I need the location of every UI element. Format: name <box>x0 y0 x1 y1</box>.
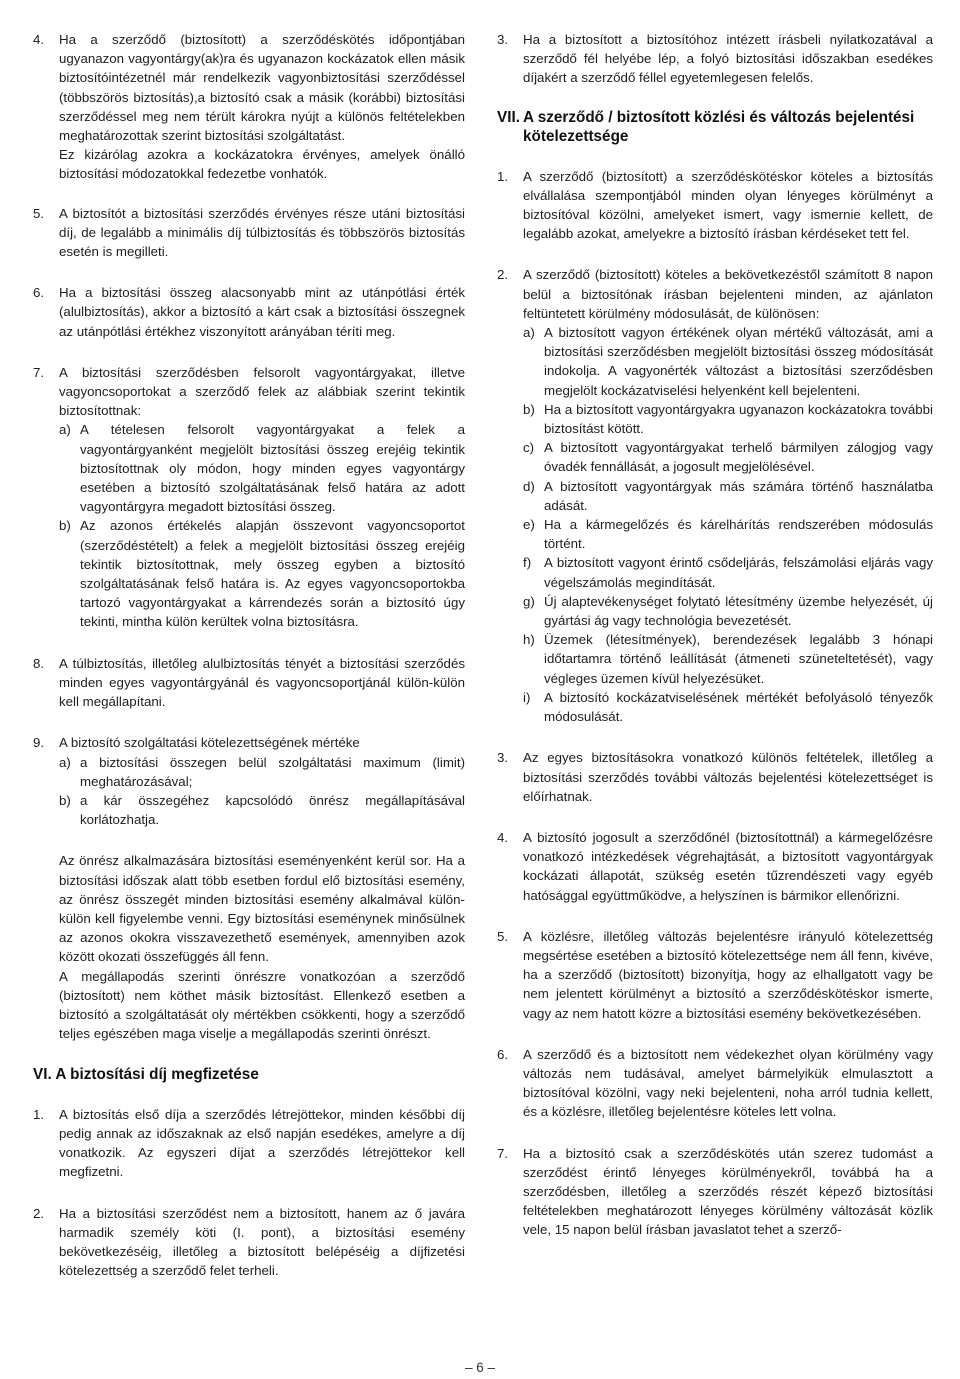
sub-item-label: e) <box>523 517 535 533</box>
sub-item-b <box>59 791 465 829</box>
section-title: A szerződő / biztosított közlési és változás bejelentési kötelezettsége <box>523 108 915 146</box>
sub-item-text: A biztosított vagyont érintő csődeljárás, felszámolási eljárás vagy végelszámolás megindítását. <box>544 555 933 590</box>
section-vii-clause-3 <box>497 748 933 806</box>
clause-number: 4. <box>497 829 509 845</box>
sub-item-text: a kár összegéhez kapcsolódó önrész megállapításával korlátozhatja. <box>80 792 465 828</box>
sub-item-text: A tételesen felsorolt vagyontárgyakat a felek a vagyontárgyanként megjelölt biztosítási összeg erejéig tekintik biztosítottnak oly módon, hogy minden egyes vagyontárgy esetében a biztosító szolgáltatásának felső határa az adott vagyontárgyra megadott biztosítási összeg. <box>80 422 465 515</box>
clause-number: 5. <box>33 205 45 221</box>
clause-number: 7. <box>33 364 45 380</box>
section-vii-clause-4 <box>497 828 933 905</box>
section-vii-clause-6 <box>497 1045 933 1122</box>
clause-number: 1. <box>497 168 509 184</box>
section-vi-clause-2 <box>33 1204 465 1281</box>
sub-item-text: Új alaptevékenységet folytató létesítmény üzembe helyezését, új gyártási ág vagy technológia bevezetését. <box>544 593 933 629</box>
sub-item-label: b) <box>59 792 71 808</box>
sub-item-label: g) <box>523 593 535 609</box>
clause-number: 2. <box>497 267 509 283</box>
clause-text: Az egyes biztosításokra vonatkozó különös feltételek, illetőleg a biztosítási szerződés további változás bejelentési kötelezettséget is előírhatnak. <box>523 750 933 804</box>
clause-text-continued: Ez kizárólag azokra a kockázatokra érvényes, amelyek önálló biztosítási módozatokkal fedezetbe vonhatók. <box>59 147 465 182</box>
sub-item-g <box>523 592 933 630</box>
sub-item-text: A biztosított vagyontárgyak más számára történő használatba adását. <box>544 478 933 513</box>
clause-text: A szerződő (biztosított) köteles a bekövetkezéstől számított 8 napon belül a biztosítónak írásban bejelenteni minden, az ajánlaton feltüntetett körülmény módosulását, de különösen: <box>523 267 933 321</box>
sub-item-a <box>59 753 465 791</box>
sub-item-label: h) <box>523 632 535 648</box>
clause-text: Ha a biztosított a biztosítóhoz intézett írásbeli nyilatkozatával a szerződő fél helyébe lép, a folyó biztosítási időszakban esedékes díjakért a szerződő féllel egyetemlegesen felelős. <box>523 32 933 86</box>
clause-text: Ha a biztosítási összeg alacsonyabb mint az utánpótlási érték (alulbiztosítás), akkor a biztosító a kárt csak a biztosítási összegnek az utánpótlási értékhez viszonyított arányában téríti meg. <box>59 285 465 339</box>
clause-number: 6. <box>497 1046 509 1062</box>
sub-item-text: A biztosított vagyon értékének olyan mértékű változását, ami a biztosítási szerződésben megjelölt biztosítási összeg módosítását indokolja. A vagyonérték változást a biztosítási szerződésben megjelölt kockázatviselési helyenként kell bejelenteni. <box>544 325 933 398</box>
sub-item-label: d) <box>523 478 535 494</box>
sub-item-e <box>523 515 933 553</box>
sub-item-label: b) <box>523 401 535 417</box>
clause-text: Ha a biztosítási szerződést nem a biztosított, hanem az ő javára harmadik személy köti (I. pont), a biztosítási esemény bekövetkezéséig, illetőleg a biztosított belépéséig a díjfizetési kötelezettség a szerződő felet terheli. <box>59 1205 465 1279</box>
sub-item-text: Üzemek (létesítmények), berendezések legalább 3 hónapi időtartamra történő leállítását (átmeneti szüneteltetését), vagy végleges üzemen kívül helyezésüket. <box>544 632 933 686</box>
clause-text: A biztosítási szerződésben felsorolt vagyontárgyakat, illetve vagyoncsoportokat a szerződő felek az alábbiak szerint tekintik biztosítottnak: <box>59 364 465 419</box>
section-vi-clause-3 <box>497 30 933 88</box>
sub-item-text: Ha a biztosított vagyontárgyakra ugyanazon kockázatokra további biztosítást kötött. <box>544 401 933 437</box>
sub-item-label: b) <box>59 518 71 534</box>
clause-5 <box>33 204 465 262</box>
clause-number: 6. <box>33 285 45 301</box>
sub-item-text: A biztosított vagyontárgyakat terhelő bármilyen zálogjog vagy óvadék fennállását, a jogosult megjelölésével. <box>544 440 933 475</box>
clause-text: A biztosítót a biztosítási szerződés érvényes része utáni biztosítási díj, de legalább a minimális díj túlbiztosítás és többszörös biztosítás esetén is megilleti. <box>59 205 465 260</box>
sub-item-i <box>523 688 933 726</box>
sub-item-text: Az azonos értékelés alapján összevont vagyoncsoportot (szerződéstételt) a felek a megjelölt biztosítási összeg erejéig tekintik biztosítottnak, mely összeg egyben a biztosító szolgáltatásának felső határa is. Az egyes vagyoncsoportokba tartozó vagyontárgyakat a kárrendezés során a biztosító úgy tekinti, mintha külön kerültek volna biztosításra. <box>80 518 465 630</box>
clause-number: 3. <box>497 750 509 766</box>
section-vii-clause-5 <box>497 927 933 1023</box>
section-heading-vi: VI. A biztosítási díj megfizetése <box>33 1066 259 1084</box>
section-vi-clause-1 <box>33 1105 465 1182</box>
clause-number: 5. <box>497 928 509 944</box>
clause-8 <box>33 654 465 712</box>
clause-text: A biztosító jogosult a szerződőnél (biztosítottnál) a kármegelőzésre vonatkozó intézkedések végrehajtását, a biztosított vagyontárgyak kockázati állapotát, szükség esetén tűzrendészeti vagy egyéb hatósággal együttműködve, a helyszínen is bármikor ellenőrizni. <box>523 829 933 903</box>
clause-number: 3. <box>497 32 509 47</box>
sub-item-c <box>523 438 933 476</box>
sub-item-f <box>523 553 933 591</box>
section-heading-vii <box>497 108 933 147</box>
section-vii-clause-7 <box>497 1144 933 1240</box>
clause-text: A túlbiztosítás, illetőleg alulbiztosítás tényét a biztosítási szerződés minden egyes vagyontárgyánál és vagyoncsoportjánál külön-külön kell megállapítani. <box>59 655 465 710</box>
clause-text: A szerződő és a biztosított nem védekezhet olyan körülmény vagy változás nem tudásával, amelyet bármelyikük elmulasztott a biztosítóval közölni, vagy neki bejelenteni, noha arról tudnia kellett, és a közlésre, illetőleg bejelentésre köteles lett volna. <box>523 1046 933 1120</box>
sub-item-label: f) <box>523 555 532 571</box>
clause-number: 4. <box>33 32 45 47</box>
sub-item-h <box>523 630 933 688</box>
clause-6 <box>33 283 465 341</box>
sub-item-label: a) <box>523 325 535 341</box>
clause-number: 8. <box>33 655 45 671</box>
section-number: VII. <box>497 108 520 126</box>
sub-item-a <box>59 420 465 516</box>
section-vii-clause-2 <box>497 265 933 726</box>
clause-number: 1. <box>33 1106 45 1122</box>
sub-item-label: a) <box>59 754 71 770</box>
clause-text: A biztosító szolgáltatási kötelezettségének mértéke <box>59 735 360 751</box>
sub-item-d <box>523 477 933 515</box>
sub-item-label: c) <box>523 440 535 456</box>
clause-number: 9. <box>33 735 45 751</box>
sub-item-label: a) <box>59 422 71 438</box>
clause-number: 7. <box>497 1145 509 1161</box>
clause-paragraph: A megállapodás szerinti önrészre vonatkozóan a szerződő (biztosított) nem köthet másik biztosítást. Ellenkező esetben a biztosító a szolgáltatását oly mértékben csökkenti, hogy a szerződő teljes egészében maga viselje a megállapodás szerinti önrészt. <box>59 968 465 1042</box>
clause-text: A közlésre, illetőleg változás bejelentésre irányuló kötelezettség megsértése esetében a biztosító kötelezettsége nem áll fenn, kivéve, ha a szerződő (biztosított) bizonyítja, hogy az elhallgatott vagy be nem jelentett körülményt a biztosító a szerződéskötéskor ismerte, vagy az nem hatott közre a biztosítási esemény bekövetkezésében. <box>523 928 933 1021</box>
sub-item-text: a biztosítási összegen belül szolgáltatási maximum (limit) meghatározásával; <box>80 754 465 789</box>
clause-number: 2. <box>33 1205 45 1221</box>
clause-text: A szerződő (biztosított) a szerződéskötéskor köteles a biztosítás elvállalása szempontjából minden olyan lényeges körülményt a biztosítóval közölni, amelyeket ismert, vagy ismernie kellett, de legalább azokat, amelyekre a biztosító írásban kérdéseket tett fel. <box>523 168 933 242</box>
clause-paragraph: Az önrész alkalmazására biztosítási eseményenként kerül sor. Ha a biztosítási időszak alatt több esetben fordul elő biztosítási esemény, az önrész összegét minden biztosítási esemény alkalmával külön-külön kell figyelembe venni. Egy biztosítási eseménynek minősülnek az azonos okokra visszavezethető események, amennyiben azok között okozati összefüggés áll fenn. <box>59 853 465 965</box>
right-column <box>497 30 933 1262</box>
clause-text: Ha a biztosító csak a szerződéskötés után szerez tudomást a szerződést érintő lényeges körülményekről, továbbá ha a szerződésben, illetőleg a szerződés részét képező biztosítási feltételekben meghatározott lényeges körülmény változását közlik vele, 15 napon belül írásban javaslatot tehet a szerző- <box>523 1145 933 1238</box>
sub-item-text: A biztosító kockázatviselésének mértékét befolyásoló tényezők módosulását. <box>544 689 933 725</box>
sub-item-label: i) <box>523 689 531 705</box>
clause-9 <box>33 733 465 1043</box>
sub-item-b <box>59 516 465 631</box>
clause-text: A biztosítás első díja a szerződés létrejöttekor, minden későbbi díj pedig annak az időszaknak az első napján esedékes, amelyre a díj vonatkozik. Az egyszeri díjat a szerződés létrejöttekor kell megfizetni. <box>59 1106 465 1180</box>
sub-item-a <box>523 323 933 400</box>
clause-text: Ha a szerződő (biztosított) a szerződéskötés időpontjában ugyanazon vagyontárgy(ak)ra és ugyanazon kockázatok ellen másik biztosítóintézetnél már rendelkezik vagyonbiztosítási szerződéssel (többszörös biztosítás),a biztosító csak a másik (korábbi) biztosítási szerződéssel meg nem térült károkra nyújt a különös feltételekben meghatározottak szerint biztosítási szolgáltatást. <box>59 32 465 144</box>
sub-item-b <box>523 400 933 438</box>
sub-item-text: Ha a kármegelőzés és kárelhárítás rendszerében módosulás történt. <box>544 517 933 552</box>
left-column <box>33 30 465 1302</box>
section-vii-clause-1 <box>497 167 933 244</box>
page-number: – 6 – <box>464 1360 496 1375</box>
clause-4 <box>33 30 465 184</box>
clause-7 <box>33 363 465 632</box>
